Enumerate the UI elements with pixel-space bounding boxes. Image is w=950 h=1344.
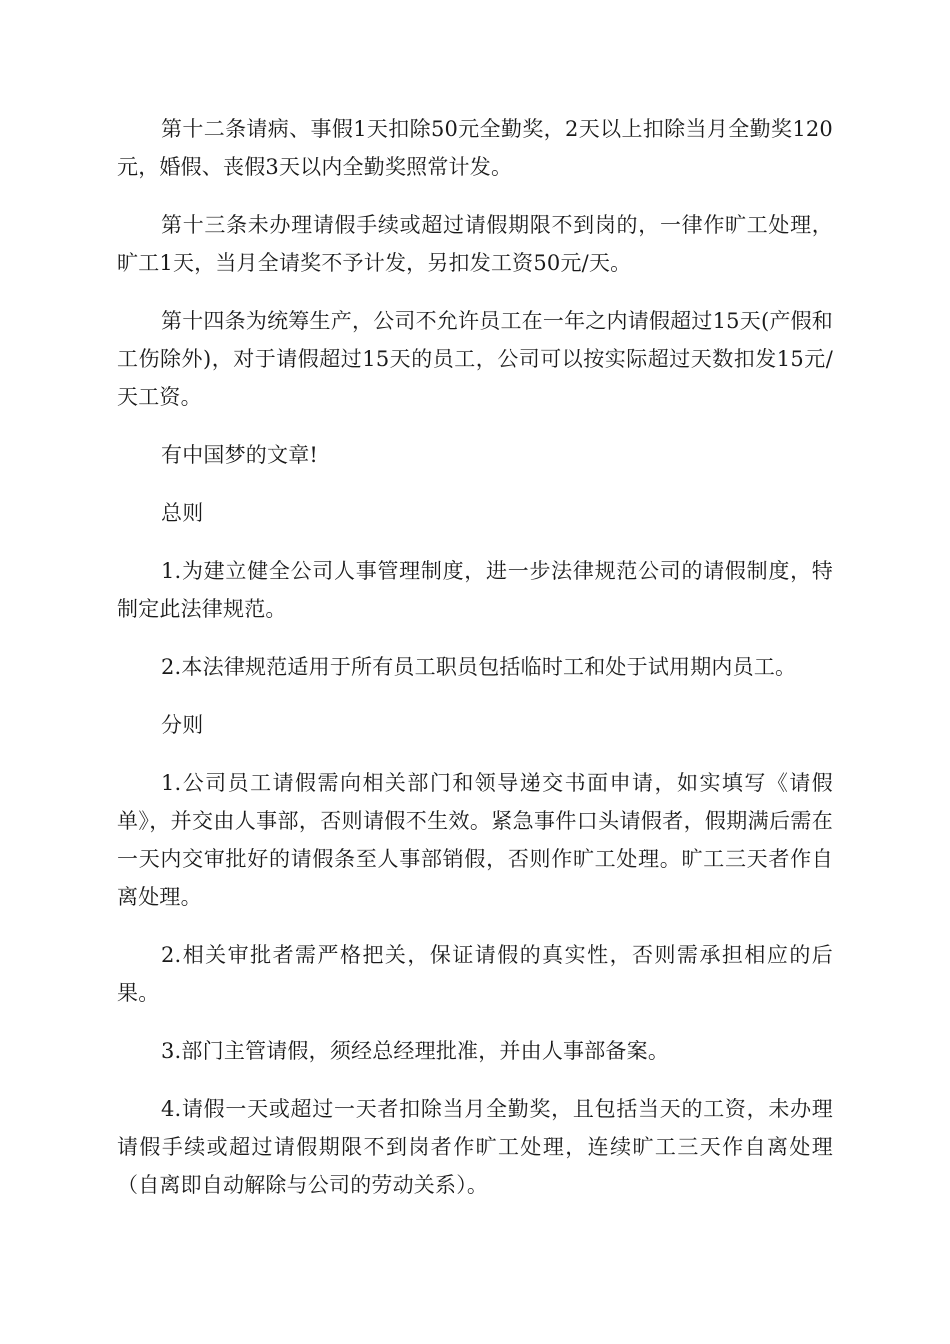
paragraph-section-note: 有中国梦的文章! [161, 443, 319, 467]
paragraph-article-13: 第十三条未办理请假手续或超过请假期限不到岗的，一律作旷工处理，旷工1天，当月全请奖不予计发，另扣发工资50元/天。 [117, 213, 833, 275]
paragraph-specific-4: 4.请假一天或超过一天者扣除当月全勤奖，且包括当天的工资，未办理请假手续或超过请假期限不到岗者作旷工处理，连续旷工三天作自离处理（自离即自动解除与公司的劳动关系）。 [117, 1097, 833, 1197]
document-body [117, 110, 833, 1224]
paragraph-specific-1: 1.公司员工请假需向相关部门和领导递交书面申请，如实填写《请假单》，并交由人事部，否则请假不生效。紧急事件口头请假者，假期满后需在一天内交审批好的请假条至人事部销假，否则作旷工处理。旷工三天者作自离处理。 [117, 771, 833, 909]
paragraph-specific-3: 3.部门主管请假，须经总经理批准，并由人事部备案。 [161, 1039, 670, 1063]
paragraph-general-1: 1.为建立健全公司人事管理制度，进一步法律规范公司的请假制度，特制定此法律规范。 [117, 559, 833, 621]
paragraph-article-14: 第十四条为统筹生产，公司不允许员工在一年之内请假超过15天(产假和工伤除外)，对于请假超过15天的员工，公司可以按实际超过天数扣发15元/天工资。 [117, 309, 833, 409]
paragraph-article-12: 第十二条请病、事假1天扣除50元全勤奖，2天以上扣除当月全勤奖120元，婚假、丧假3天以内全勤奖照常计发。 [117, 117, 833, 179]
heading-specific-provisions: 分则 [161, 713, 204, 737]
paragraph-specific-2: 2.相关审批者需严格把关，保证请假的真实性，否则需承担相应的后果。 [117, 943, 833, 1005]
paragraph-general-2: 2.本法律规范适用于所有员工职员包括临时工和处于试用期内员工。 [161, 655, 797, 679]
heading-general-provisions: 总则 [161, 501, 204, 525]
